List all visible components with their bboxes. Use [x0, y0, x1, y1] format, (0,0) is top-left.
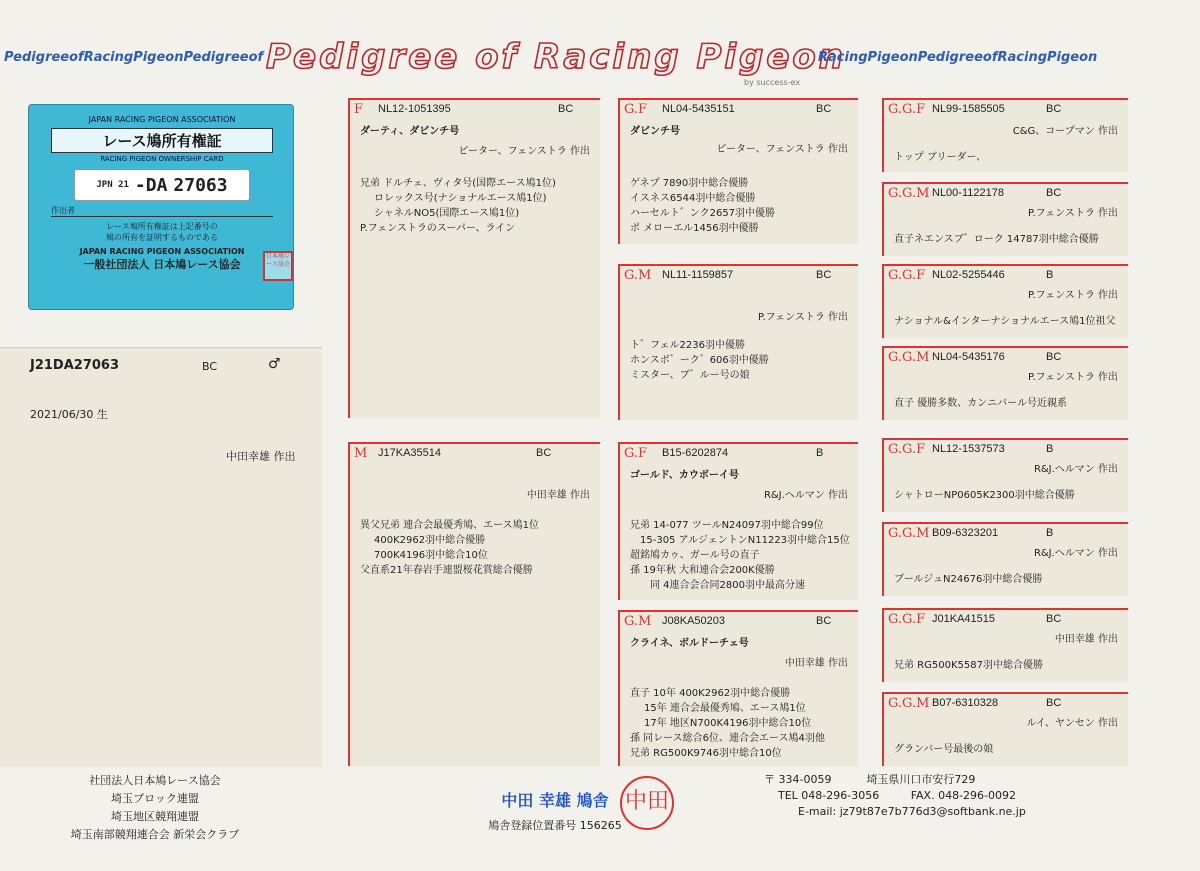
ggp-color: BC — [1046, 351, 1062, 363]
subject-breeder: 中田幸雄 作出 — [226, 450, 296, 463]
gf2-label: G.F — [624, 446, 648, 461]
card-cert-line-2: 鳩の所有を証明するものである — [106, 233, 218, 242]
sire-name: ダーティ、ダビンチ号 — [360, 126, 460, 137]
gf2-notes — [630, 518, 850, 593]
card-cert-line-1: レース鳩所有権証は上記番号の — [106, 222, 218, 231]
loft-registration: 鳩舎登録位置番号 156265 — [488, 819, 622, 832]
gf2-note: 孫 19年秋 大和連合会200K優勝 — [630, 565, 775, 576]
footer-affiliation: 埼玉南部競翔連合会 新栄会クラブ — [70, 828, 240, 841]
ggp-box — [882, 692, 1128, 766]
gf1-note: ポ メローエル1456羽中優勝 — [630, 223, 759, 234]
gm1-note: ト゛フェル2236羽中優勝 — [630, 340, 745, 351]
gm1-color: BC — [816, 269, 832, 281]
card-ring-prefix: JPN 21 — [96, 180, 129, 190]
postal-code: 〒 334-0059 — [764, 773, 832, 786]
dam-ring: J17KA35514 — [378, 447, 441, 459]
fax: FAX. 048-296-0092 — [910, 789, 1016, 802]
ggp-note: ナショナル&インターナショナルエース鳩1位祖父 — [894, 316, 1116, 327]
ggp-breeder: P.フェンストラ 作出 — [1027, 372, 1118, 383]
ggp-color: BC — [1046, 697, 1062, 709]
ggp-ring: J01KA41515 — [932, 613, 995, 625]
ggp-note: トップ ブリーダー、 — [894, 152, 987, 163]
ggp-label: G.G.F — [888, 442, 926, 457]
gm2-breeder: 中田幸雄 作出 — [784, 658, 848, 669]
sire-box — [348, 98, 600, 418]
gf1-color: BC — [816, 103, 832, 115]
gm2-ring: J08KA50203 — [662, 615, 725, 627]
dam-note: 400K2962羽中総合優勝 — [374, 535, 486, 546]
ggp-ring: B09-6323201 — [932, 527, 999, 539]
ggp-label: G.G.M — [888, 526, 930, 541]
ggp-color: BC — [1046, 187, 1062, 199]
tel: TEL 048-296-3056 — [778, 789, 880, 802]
ggp-ring: NL12-1537573 — [932, 443, 1005, 455]
card-seal: 日本鳩レース協会 — [263, 251, 293, 281]
loft-stamp: 中田 — [620, 776, 674, 830]
gf2-name: ゴールド、カウボーイ号 — [630, 470, 739, 481]
dam-box — [348, 442, 600, 766]
banner-right-text: RacingPigeonPedigreeofRacingPigeon — [818, 50, 1098, 65]
gf1-ring: NL04-5435151 — [662, 103, 735, 115]
gm1-ring: NL11-1159857 — [662, 269, 734, 281]
card-maker-label: 作出者 — [51, 205, 273, 217]
gm1-note: ホンスボ゛ーク゛606羽中優勝 — [630, 355, 769, 366]
gf2-color: B — [816, 447, 824, 459]
ggp-breeder: P.フェンストラ 作出 — [1027, 208, 1118, 219]
contact-phone-line — [764, 788, 1026, 804]
card-ring-number — [74, 169, 250, 201]
sire-notes — [360, 176, 556, 236]
dam-notes — [360, 518, 539, 578]
sire-note: ロレックス号(ナショナルエース鳩1位) — [374, 193, 547, 204]
card-cert-text — [51, 221, 273, 243]
gf1-name: ダビンチ号 — [630, 126, 680, 137]
gm1-label: G.M — [624, 268, 652, 283]
gf2-breeder: R&J.ヘルマン 作出 — [763, 490, 848, 501]
dam-breeder: 中田幸雄 作出 — [526, 490, 590, 501]
ggp-box — [882, 522, 1128, 596]
footer-affiliation: 社団法人日本鳩レース協会 — [89, 774, 221, 787]
gm2-note: 孫 同レース総合6位、連合会エース鳩4羽他 — [630, 733, 825, 744]
sire-breeder: ピーター、フェンストラ 作出 — [458, 146, 590, 157]
gf2-note: 超銘鳩カゥ、ガール号の直子 — [630, 550, 760, 561]
ggp-label: G.G.F — [888, 268, 926, 283]
ggp-note: 兄弟 RG500K5587羽中総合優勝 — [894, 660, 1043, 671]
ggp-breeder: C&G、コープマン 作出 — [1012, 126, 1118, 137]
ggp-label: G.G.M — [888, 186, 930, 201]
card-ring-num: 27063 — [173, 174, 228, 196]
dam-note: 700K4196羽中総合10位 — [374, 550, 488, 561]
gm1-breeder: P.フェンストラ 作出 — [757, 312, 848, 323]
sire-label: F — [354, 102, 364, 117]
gm2-note: 17年 地区N700K4196羽中総合10位 — [644, 718, 812, 729]
gm1-box — [618, 264, 858, 420]
gm2-note: 直子 10年 400K2962羽中総合優勝 — [630, 688, 791, 699]
gf2-box — [618, 442, 858, 600]
ggp-color: BC — [1046, 103, 1062, 115]
ggp-label: G.G.F — [888, 102, 926, 117]
subject-color: BC — [202, 360, 218, 373]
ggp-breeder: 中田幸雄 作出 — [1054, 634, 1118, 645]
dam-note: 異父兄弟 連合会最優秀鳩、エース鳩1位 — [360, 520, 540, 531]
gf1-note: ハーセルト゛ンク2657羽中優勝 — [630, 208, 776, 219]
logo-text: Pedigree of Racing Pigeon — [266, 37, 846, 77]
sire-color: BC — [558, 103, 574, 115]
ggp-color: B — [1046, 527, 1054, 539]
ggp-box — [882, 98, 1128, 172]
subject-dob: 2021/06/30 生 — [30, 408, 108, 421]
gm2-name: クライネ、ボルドーチェ号 — [630, 638, 749, 649]
gf1-label: G.F — [624, 102, 648, 117]
sire-note: シャネルNO5(国際エース鳩1位) — [374, 208, 520, 219]
subject-sex-icon: ♂ — [268, 356, 281, 372]
ownership-card — [28, 104, 294, 310]
ggp-box — [882, 182, 1128, 256]
ggp-note: グランバー号最後の娘 — [894, 744, 994, 755]
ggp-breeder: R&J.ヘルマン 作出 — [1033, 464, 1118, 475]
dam-note: 父直系21年春岩手連盟桜花賞総合優勝 — [360, 565, 533, 576]
ggp-color: B — [1046, 269, 1054, 281]
ggp-label: G.G.M — [888, 350, 930, 365]
gm2-box — [618, 610, 858, 766]
ggp-ring: B07-6310328 — [932, 697, 999, 709]
ggp-label: G.G.F — [888, 612, 926, 627]
footer-affiliation: 埼玉地区競翔連盟 — [111, 810, 199, 823]
banner-left-text: PedigreeofRacingPigeonPedigreeof — [4, 50, 264, 65]
ggp-note: シャトローNP0605K2300羽中総合優勝 — [894, 490, 1075, 501]
card-assoc-en: JAPAN RACING PIGEON ASSOCIATION — [79, 247, 245, 256]
subject-panel — [0, 347, 322, 767]
ggp-note: ブールジュN24676羽中総合優勝 — [894, 574, 1043, 585]
ggp-label: G.G.M — [888, 696, 930, 711]
ggp-color: B — [1046, 443, 1054, 455]
ggp-color: BC — [1046, 613, 1062, 625]
gf1-breeder: ピーター、フェンストラ 作出 — [716, 144, 848, 155]
gm2-color: BC — [816, 615, 832, 627]
gf1-note: ゲネプ 7890羽中総合優勝 — [630, 178, 749, 189]
card-assoc-jp: 一般社団法人 日本鳩レース協会 — [83, 258, 241, 271]
footer-affiliations — [30, 772, 280, 844]
footer-affiliation: 埼玉ブロック連盟 — [111, 792, 199, 805]
contact-info — [764, 772, 1026, 820]
ggp-box — [882, 608, 1128, 682]
gf2-ring: B15-6202874 — [662, 447, 729, 459]
card-title: レース鳩所有権証 — [51, 128, 273, 153]
ggp-note: 直子 優勝多数、カンニバール号近親系 — [894, 398, 1067, 409]
ggp-breeder: ルイ、ヤンセン 作出 — [1026, 718, 1118, 729]
logo-subtitle: by success-ex — [744, 78, 801, 87]
sire-ring: NL12-1051395 — [378, 103, 451, 115]
ggp-breeder: R&J.ヘルマン 作出 — [1033, 548, 1118, 559]
card-subtitle: RACING PIGEON OWNERSHIP CARD — [100, 155, 224, 163]
gm1-note: ミスター、ブ゛ルー号の娘 — [630, 370, 750, 381]
ggp-box — [882, 264, 1128, 338]
dam-color: BC — [536, 447, 552, 459]
gf1-note: イスネス6544羽中総合優勝 — [630, 193, 756, 204]
contact-address-line — [764, 772, 1026, 788]
ggp-note: 直子ネエンスブ゛ローク 14787羽中総合優勝 — [894, 234, 1099, 245]
gf1-notes — [630, 176, 775, 236]
ggp-ring: NL02-5255446 — [932, 269, 1005, 281]
loft-name: 中田 幸雄 鳩舎 — [501, 791, 609, 810]
dam-label: M — [354, 446, 368, 461]
ggp-box — [882, 346, 1128, 420]
gm2-note: 兄弟 RG500K9746羽中総合10位 — [630, 748, 782, 759]
ggp-box — [882, 438, 1128, 512]
ggp-breeder: P.フェンストラ 作出 — [1027, 290, 1118, 301]
contact-email: E-mail: jz79t87e7b776d3@softbank.ne.jp — [798, 805, 1026, 818]
gm2-note: 15年 連合会最優秀鳩、エース鳩1位 — [644, 703, 806, 714]
sire-note: 兄弟 ドルチェ、ヴィタ号(国際エース鳩1位) — [360, 178, 556, 189]
ggp-ring: NL04-5435176 — [932, 351, 1005, 363]
ggp-ring: NL00-1122178 — [932, 187, 1004, 199]
gm2-label: G.M — [624, 614, 652, 629]
gf2-note: 15-305 アルジェントンN11223羽中総合15位 — [640, 535, 850, 546]
card-assoc-top: JAPAN RACING PIGEON ASSOCIATION — [88, 115, 236, 124]
sire-note: P.フェンストラのスーパー、ライン — [360, 223, 516, 234]
gm1-notes — [630, 338, 769, 383]
gf2-note: 兄弟 14-077 ツールN24097羽中総合99位 — [630, 520, 824, 531]
pedigree-logo — [266, 32, 846, 80]
subject-ring: J21DA27063 — [30, 358, 120, 373]
ggp-ring: NL99-1585505 — [932, 103, 1005, 115]
gm2-notes — [630, 686, 825, 761]
card-ring-mid: -DA — [134, 174, 168, 196]
gf1-box — [618, 98, 858, 244]
address: 埼玉県川口市安行729 — [866, 773, 976, 786]
gf2-note: 同 4連合会合同2800羽中最高分速 — [650, 580, 805, 591]
